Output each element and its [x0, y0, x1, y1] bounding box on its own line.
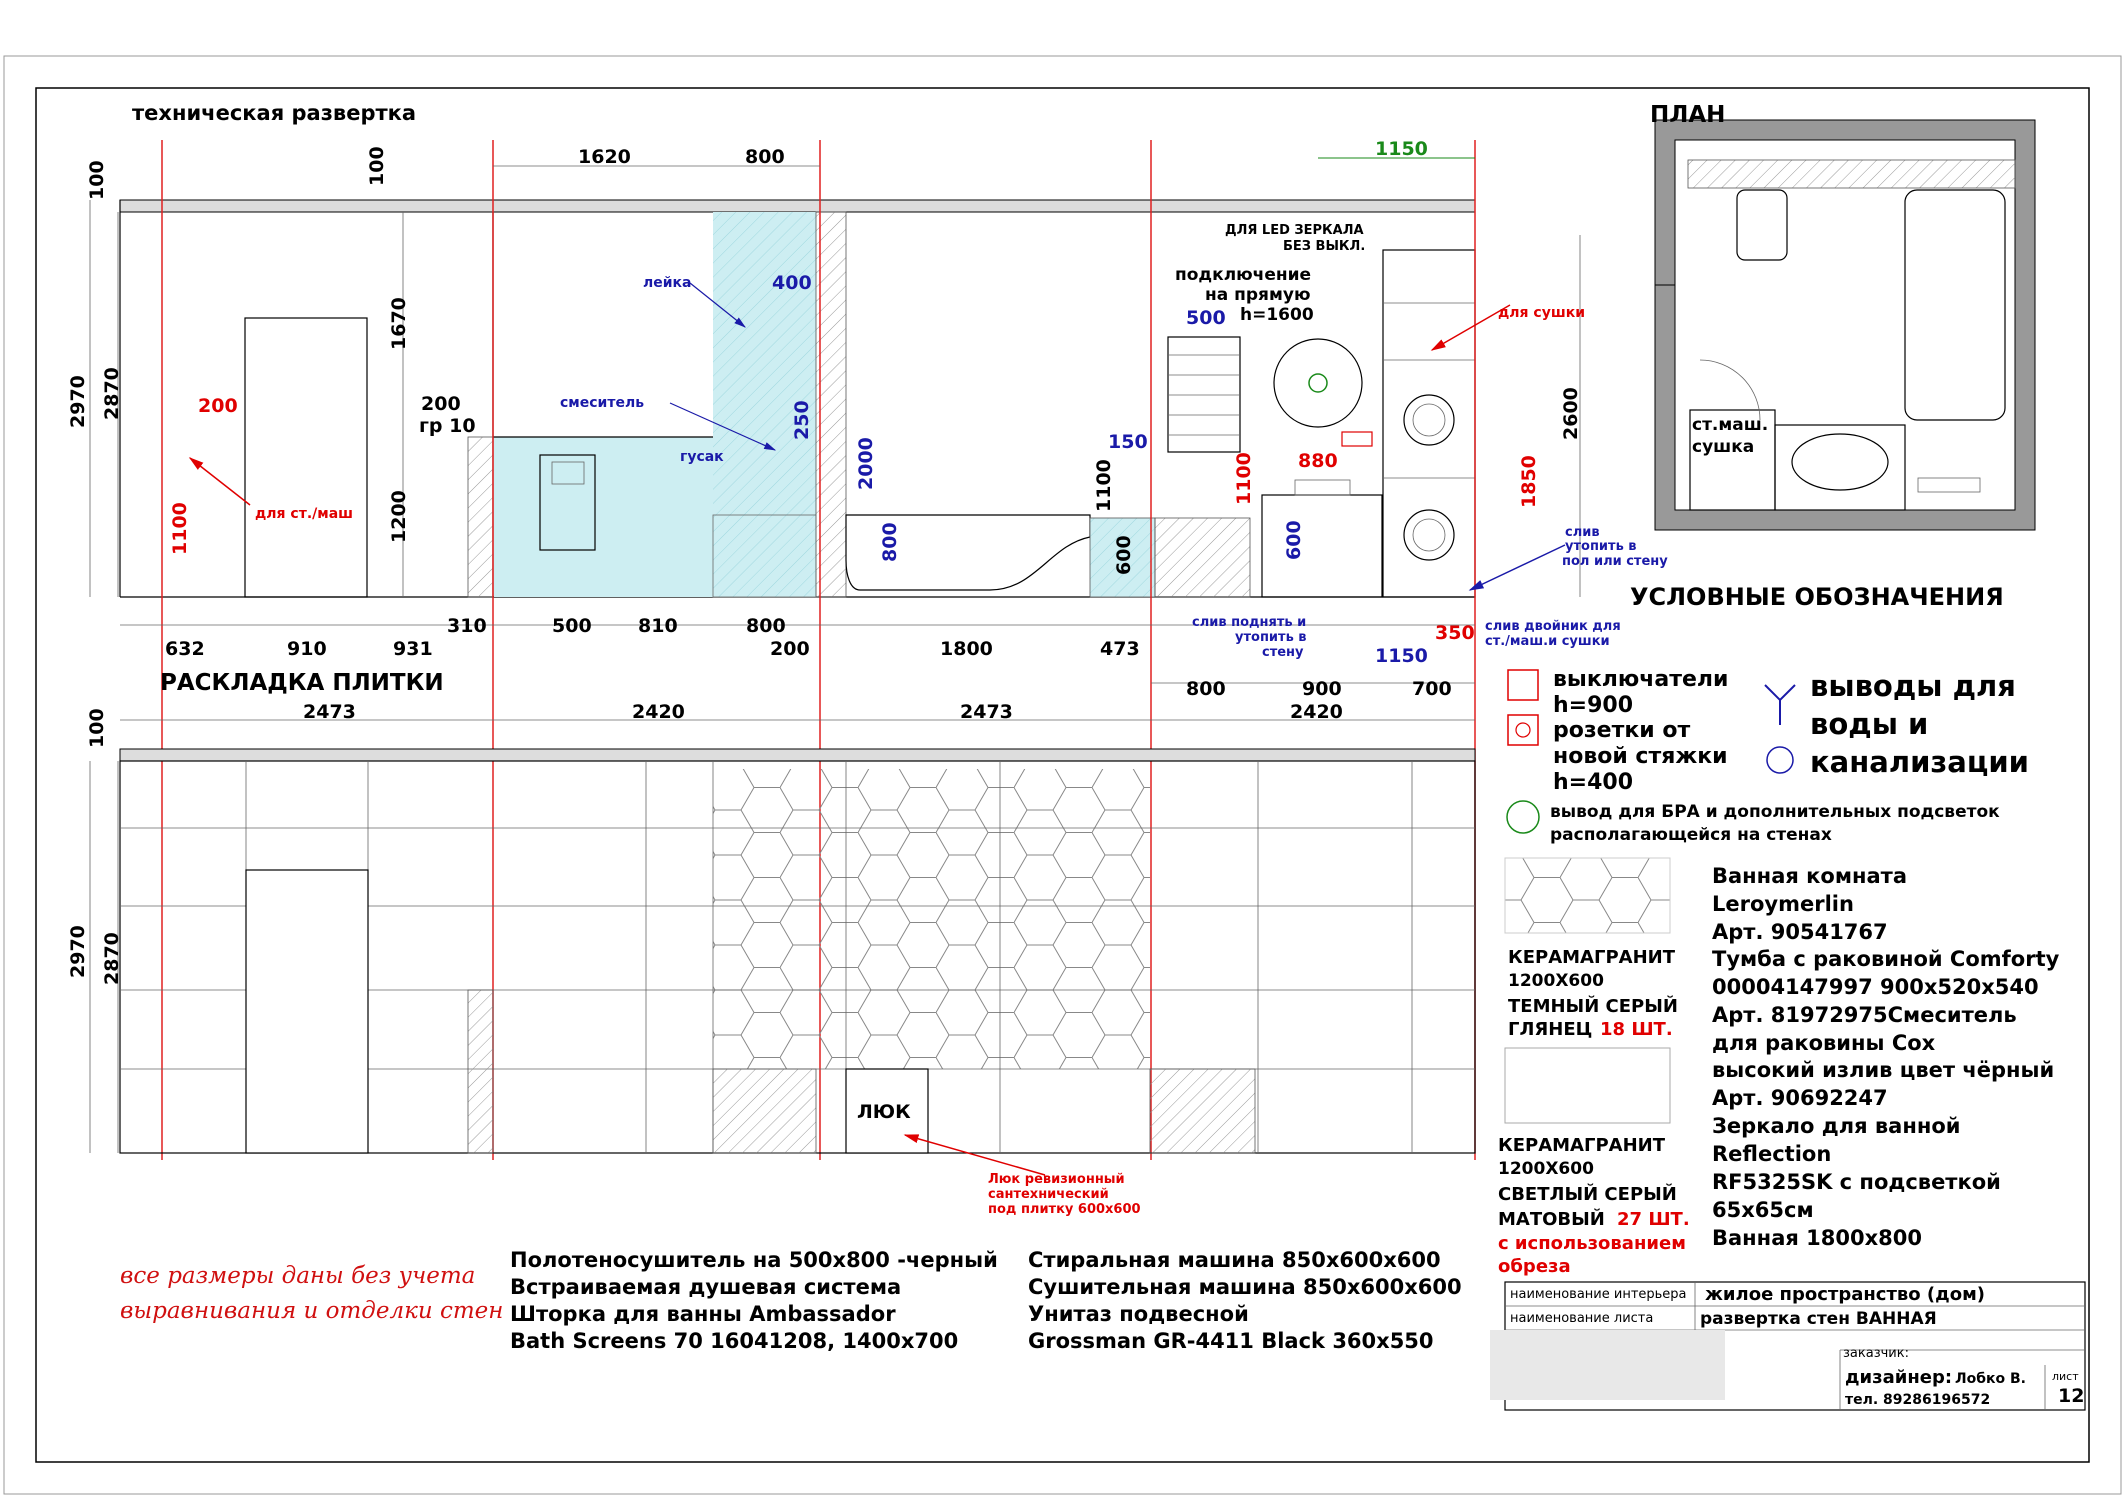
- dim-tile-2473b: 2473: [960, 701, 1013, 723]
- dim-1620: 1620: [578, 146, 631, 168]
- tile-light-qty: 27 ШТ.: [1617, 1209, 1690, 1230]
- dim-blue-2000: 2000: [855, 437, 877, 490]
- legend-title: УСЛОВНЫЕ ОБОЗНАЧЕНИЯ: [1630, 583, 2004, 611]
- label-podkl-2: на прямую: [1205, 285, 1311, 305]
- tile-layout: [90, 720, 1475, 1175]
- dim-2870: 2870: [101, 367, 123, 420]
- lyuk-note-3: под плитку 600х600: [988, 1202, 1141, 1217]
- stamp-designer-name: Лобко В.: [1955, 1371, 2027, 1387]
- floor-plan: [1655, 120, 2035, 530]
- tech-title: техническая развертка: [132, 101, 417, 125]
- label-dlya-sushki: для сушки: [1498, 305, 1586, 321]
- spec-line: 00004147997 900х520х540: [1712, 975, 2039, 999]
- dim-200-b: 200: [770, 638, 810, 660]
- product-left-2: Встраиваемая душевая система: [510, 1275, 902, 1299]
- dim-2970: 2970: [67, 375, 89, 428]
- plan-label-1: ст.маш.: [1692, 415, 1769, 435]
- dim-gr10: гр 10: [419, 415, 476, 437]
- water-outlet-icon: [1765, 685, 1795, 725]
- dim-931: 931: [393, 638, 433, 660]
- towel-rail: [1168, 337, 1240, 452]
- stamp-naim-int-val: жилое пространство (дом): [1705, 1284, 1986, 1305]
- tile-light-5: с использованием: [1498, 1233, 1686, 1254]
- dim-473: 473: [1100, 638, 1140, 660]
- dim-500: 500: [552, 615, 592, 637]
- label-podkl-1: подключение: [1175, 265, 1312, 285]
- dim-blue-500: 500: [1186, 307, 1226, 329]
- plan-title: ПЛАН: [1650, 102, 1726, 128]
- dim-100-mid: 100: [366, 146, 388, 186]
- tile-dark-4: ГЛЯНЕЦ: [1508, 1019, 1593, 1040]
- dim-800: 800: [745, 146, 785, 168]
- plan-toilet: [1737, 190, 1787, 260]
- dim-810: 810: [638, 615, 678, 637]
- dim-1150-green: 1150: [1375, 138, 1428, 160]
- dim-632: 632: [165, 638, 205, 660]
- product-right-4: Grossman GR-4411 Black 360х550: [1028, 1329, 1434, 1353]
- spec-line: 65х65см: [1712, 1198, 1814, 1222]
- spec-line: для раковины Cox: [1712, 1031, 1936, 1055]
- tile-dark-2: 1200Х600: [1508, 971, 1604, 991]
- product-left-4: Bath Screens 70 16041208, 1400х700: [510, 1329, 959, 1353]
- dim-tile-2420a: 2420: [632, 701, 685, 723]
- led-mirror: [1274, 339, 1362, 427]
- label-sliv-1: слив: [1565, 525, 1600, 540]
- dim-800-c: 800: [1186, 678, 1226, 700]
- stamp-zakazchik: заказчик:: [1843, 1346, 1909, 1361]
- tile-light-4: МАТОВЫЙ: [1498, 1209, 1605, 1230]
- tile-light-3: СВЕТЛЫЙ СЕРЫЙ: [1498, 1184, 1677, 1205]
- switch-icon: [1508, 670, 1538, 700]
- label-led-2: БЕЗ ВЫКЛ.: [1283, 239, 1366, 254]
- dim-red-1100-left: 1100: [169, 502, 191, 555]
- socket-icon: [1342, 432, 1372, 446]
- dim-800-b: 800: [746, 615, 786, 637]
- label-lyuk: ЛЮК: [857, 1101, 911, 1123]
- stamp-list-num: 12: [2058, 1385, 2085, 1407]
- door: [245, 318, 367, 597]
- spec-line: высокий излив цвет чёрный: [1712, 1058, 2055, 1082]
- spec-line: Ванная комната: [1712, 864, 1908, 888]
- stamp-tel: тел. 89286196572: [1845, 1392, 1991, 1408]
- dim-700: 700: [1412, 678, 1452, 700]
- product-left-3: Шторка для ванны Ambassador: [510, 1302, 896, 1326]
- spec-line: Ванная 1800х800: [1712, 1226, 1922, 1250]
- spec-line: Leroymerlin: [1712, 892, 1854, 916]
- spec-line: Арт. 90692247: [1712, 1086, 1888, 1110]
- washer-dryer-column: [1383, 250, 1475, 597]
- label-slivp-1: слив поднять и: [1192, 615, 1307, 630]
- label-smesitel: смеситель: [560, 395, 645, 411]
- product-right-2: Сушительная машина 850х600х600: [1028, 1275, 1462, 1299]
- dim-red-1100-right: 1100: [1233, 452, 1255, 505]
- label-sliv-3: пол или стену: [1562, 554, 1668, 569]
- tile-dark-3: ТЕМНЫЙ СЕРЫЙ: [1508, 996, 1678, 1017]
- dark-tile-swatch: [1505, 858, 1670, 933]
- dim-1200: 1200: [388, 490, 410, 543]
- dim-blue-400: 400: [772, 272, 812, 294]
- tile-dark-1: КЕРАМАГРАНИТ: [1508, 947, 1675, 968]
- spec-line: RF5325SK с подсветкой: [1712, 1170, 2001, 1194]
- legend-vykl-2: h=900: [1553, 693, 1634, 718]
- legend-roz-1: розетки от: [1553, 718, 1691, 743]
- stamp-designer: дизайнер:: [1845, 1367, 1953, 1388]
- tile-light-2: 1200Х600: [1498, 1159, 1594, 1179]
- product-right-3: Унитаз подвесной: [1028, 1302, 1249, 1326]
- product-right-1: Стиральная машина 850х600х600: [1028, 1248, 1441, 1272]
- plan-sink: [1792, 434, 1888, 490]
- label-led-1: ДЛЯ LED ЗЕРКАЛА: [1225, 223, 1364, 238]
- tile-dark-qty: 18 ШТ.: [1600, 1019, 1673, 1040]
- label-gusak: гусак: [680, 449, 724, 465]
- dim-1670: 1670: [388, 297, 410, 350]
- spec-line: Тумба с раковиной Comforty: [1712, 947, 2060, 971]
- dim-2600: 2600: [1560, 387, 1582, 440]
- drain-icon: [1767, 747, 1793, 773]
- label-leyka: лейка: [643, 275, 692, 291]
- spec-line: Арт. 81972975Смеситель: [1712, 1003, 2017, 1027]
- legend-vody-1: выводы для: [1810, 669, 2016, 703]
- plan-bathtub: [1905, 190, 2005, 420]
- stamp-naim-list: наименование листа: [1510, 1311, 1654, 1326]
- dim-blue-250: 250: [791, 400, 813, 440]
- dim-tile-2473a: 2473: [303, 701, 356, 723]
- note-line-2: выравнивания и отделки стен: [120, 1298, 504, 1324]
- dim-600-mid: 600: [1113, 535, 1135, 575]
- label-sliv-2: утопить в: [1565, 539, 1637, 554]
- dim-900: 900: [1302, 678, 1342, 700]
- dim-red-880: 880: [1298, 450, 1338, 472]
- stamp-list-label: лист: [2052, 1370, 2079, 1383]
- dim-red-1850: 1850: [1518, 455, 1540, 508]
- dim-red-200: 200: [198, 395, 238, 417]
- socket-legend-icon: [1508, 715, 1538, 745]
- legend-roz-3: h=400: [1553, 770, 1634, 795]
- label-dlya-st-mash: для ст./маш: [255, 506, 354, 522]
- spec-line: Reflection: [1712, 1142, 1832, 1166]
- dim-tile-2420b: 2420: [1290, 701, 1343, 723]
- dim-200: 200: [421, 393, 461, 415]
- tile-title: РАСКЛАДКА ПЛИТКИ: [160, 670, 444, 696]
- tile-light-6: обреза: [1498, 1256, 1571, 1277]
- dim-tile-2870: 2870: [101, 932, 123, 985]
- dim-red-350: 350: [1435, 622, 1475, 644]
- spec-line: Зеркало для ванной: [1712, 1114, 1961, 1138]
- dim-100-left: 100: [86, 160, 108, 200]
- dim-blue-1150: 1150: [1375, 645, 1428, 667]
- dim-tile-100: 100: [86, 708, 108, 748]
- note-line-1: все размеры даны без учета: [120, 1263, 476, 1289]
- legend-bra-1: вывод для БРА и дополнительных подсветок: [1550, 802, 2000, 822]
- legend-bra-2: располагающейся на стенах: [1550, 825, 1832, 845]
- dim-blue-600: 600: [1283, 520, 1305, 560]
- label-slivd-1: слив двойник для: [1485, 619, 1621, 634]
- label-slivp-3: стену: [1262, 645, 1304, 660]
- label-slivp-2: утопить в: [1235, 630, 1307, 645]
- dim-blue-800: 800: [879, 522, 901, 562]
- dim-1800: 1800: [940, 638, 993, 660]
- stamp-naim-list-val: развертка стен ВАННАЯ: [1700, 1309, 1937, 1329]
- label-slivd-2: ст./маш.и сушки: [1485, 634, 1610, 649]
- light-tile-swatch: [1505, 1048, 1670, 1123]
- dim-1100-mid: 1100: [1093, 459, 1115, 512]
- dim-tile-2970: 2970: [67, 925, 89, 978]
- legend-vody-2: воды и: [1810, 707, 1929, 741]
- dim-blue-150: 150: [1108, 431, 1148, 453]
- dim-310: 310: [447, 615, 487, 637]
- vanity: [1262, 495, 1382, 597]
- plan-label-2: сушка: [1692, 437, 1755, 457]
- lyuk-note-1: Люк ревизионный: [988, 1172, 1125, 1187]
- lyuk-note-2: сантехнический: [988, 1187, 1109, 1202]
- legend-roz-2: новой стяжки: [1553, 744, 1728, 769]
- dim-910: 910: [287, 638, 327, 660]
- label-podkl-3: h=1600: [1240, 305, 1314, 325]
- stamp-naim-int: наименование интерьера: [1510, 1287, 1687, 1302]
- legend-vykl-1: выключатели: [1553, 667, 1729, 692]
- tile-door: [246, 870, 368, 1153]
- tile-light-1: КЕРАМАГРАНИТ: [1498, 1135, 1665, 1156]
- legend-vody-3: канализации: [1810, 745, 2029, 779]
- spec-list: [1712, 864, 2060, 1250]
- sconce-outlet-icon: [1507, 801, 1539, 833]
- spec-line: Арт. 90541767: [1712, 920, 1888, 944]
- product-left-1: Полотеносушитель на 500х800 -черный: [510, 1248, 998, 1272]
